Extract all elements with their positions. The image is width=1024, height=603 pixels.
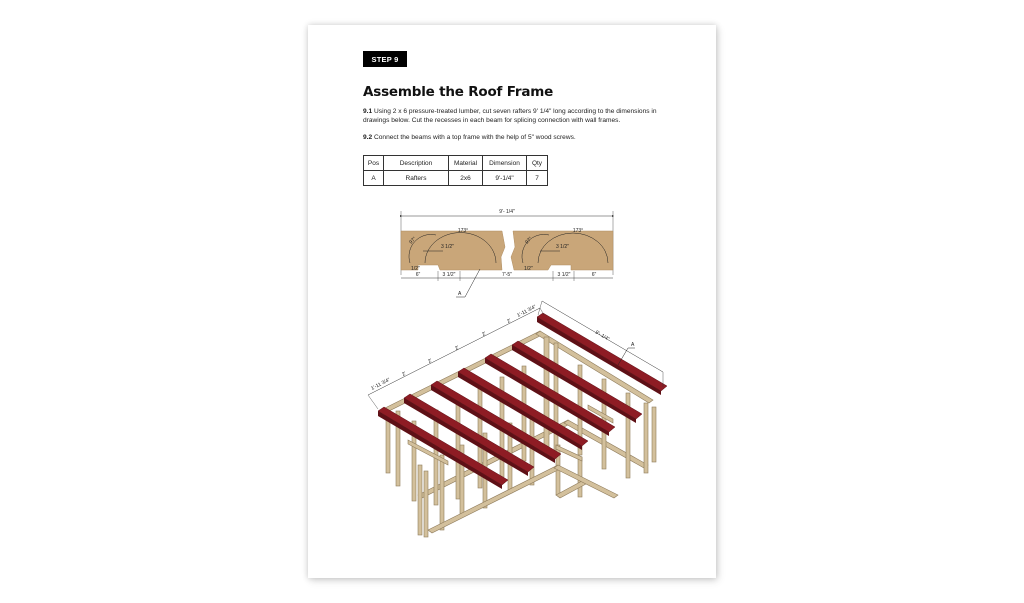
roof-frame-isometric-drawing [308,25,716,578]
spacing-label-1: 1'-11 3/4" [370,377,392,392]
header-qty: Qty [527,156,548,171]
recess-depth-right-label: 1/2" [524,266,533,272]
spacing-label-2: 2' [401,370,408,378]
end-left-label: 6" [415,272,421,278]
overall-length-label: 9'- 1/4" [499,209,515,215]
instruction-text: Connect the beams with a top frame with the help of 5" wood screws. [372,134,576,141]
step-badge: STEP 9 [363,51,407,67]
notch-right-label: 3 1/2" [557,272,571,278]
angle-small-left-label: 97° [408,235,418,246]
spacing-label-3: 2' [427,357,434,365]
rafter-length-label: 9'- 1/4" [594,329,611,343]
angle-left-label: 173° [457,228,469,234]
spacing-label-4: 2' [454,344,461,352]
end-right-label: 6" [591,272,597,278]
angle-small-right-label: 97° [524,235,534,246]
notch-left-label: 3 1/2" [442,272,456,278]
spacing-label-6: 2' [506,317,513,325]
cell-qty: 7 [527,171,548,186]
middle-length-label: 7'-5" [502,272,512,278]
instruction-number: 9.2 [363,134,373,141]
cell-pos: A [364,171,384,186]
header-dimension: Dimension [483,156,527,171]
instruction-page [308,25,716,578]
spacing-label-5: 2' [481,330,488,338]
header-material: Material [449,156,483,171]
cell-material: 2x6 [449,171,483,186]
cell-description: Rafters [384,171,449,186]
instruction-number: 9.1 [363,108,373,115]
spacing-label-7: 1'-11 3/4" [516,304,538,319]
callout-a-iso-label: A [631,342,635,348]
recess-width-left-label: 3 1/2" [441,244,454,250]
recess-width-right-label: 3 1/2" [556,244,569,250]
angle-right-label: 173° [572,228,584,234]
header-pos: Pos [364,156,384,171]
cell-dimension: 9'-1/4" [483,171,527,186]
page-title: Assemble the Roof Frame [363,84,554,100]
header-description: Description [384,156,449,171]
recess-depth-left-label: 1/2" [411,266,420,272]
callout-a-label: A [458,291,462,297]
instruction-text: Using 2 x 6 pressure-treated lumber, cut seven rafters 9' 1/4" long according to the dimensions in drawings below. Cut the recesses in each beam for splicing connection with wall frames. [363,108,657,124]
